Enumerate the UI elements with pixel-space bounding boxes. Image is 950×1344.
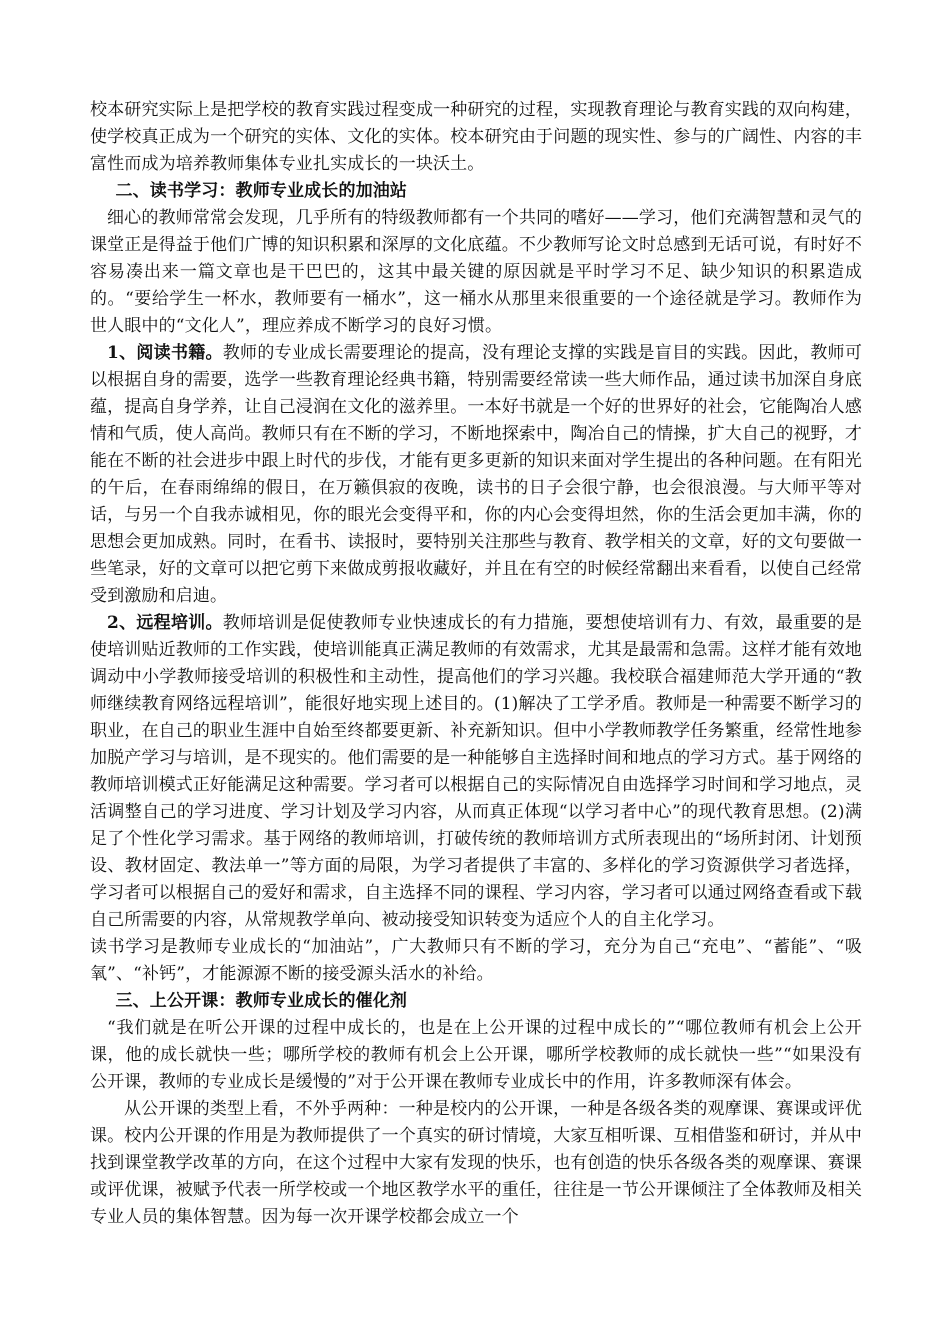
item-remote-training-lead: 2、远程培训。 bbox=[107, 613, 223, 633]
item-reading-books-lead: 1、阅读书籍。 bbox=[107, 343, 223, 363]
item-reading-books-body: 教师的专业成长需要理论的提高，没有理论支撑的实践是盲目的实践。因此，教师可以根据自身的需要，选学一些教育理论经典书籍，特别需要经常读一些大师作品，通过读书加深自身底蕴，提高自身学养，让自己浸润在文化的滋养里。一本好书就是一个好的世界好的社会，它能陶冶人感情和气质，使人高尚。教师只有在不断的学习，不断地探索中，陶冶自己的情操，扩大自己的视野，才能在不断的社会进步中跟上时代的步伐，才能有更多更新的知识来面对学生提出的各种问题。在有阳光的午后，在春雨绵绵的假日，在万籁俱寂的夜晚，读书的日子会很宁静，也会很浪漫。与大师平等对话，与另一个自我赤诚相见，你的眼光会变得平和，你的内心会变得坦然，你的生活会更加丰满，你的思想会更加成熟。同时，在看书、读报时，要特别关注那些与教育、教学相关的文章，好的文句要做一些笔录，好的文章可以把它剪下来做成剪报收藏好，并且在有空的时候经常翻出来看看，以使自己经常受到激励和启迪。 bbox=[90, 343, 862, 606]
item-reading-books bbox=[90, 340, 862, 610]
section-heading-reading: 二、读书学习：教师专业成长的加油站 bbox=[115, 181, 408, 201]
open-class-types-paragraph: 从公开课的类型上看，不外乎两种：一种是校内的公开课，一种是各级各类的观摩课、赛课或评优课。校内公开课的作用是为教师提供了一个真实的研讨情境，大家互相听课、互相借鉴和研讨，并从中找到课堂教学改革的方向，在这个过程中大家有发现的快乐，也有创造的快乐各级各类的观摩课、赛课或评优课，被赋予代表一所学校或一个地区教学水平的重任，往往是一节公开课倾注了全体教师及相关专业人员的集体智慧。因为每一次开课学校都会成立一个 bbox=[90, 1099, 862, 1227]
reading-summary-paragraph: 读书学习是教师专业成长的“加油站”，广大教师只有不断的学习，充分为自己“充电”、“蓄能”、“吸氧”、“补钙”，才能源源不断的接受源头活水的补给。 bbox=[90, 937, 862, 984]
open-class-quote-paragraph: “我们就是在听公开课的过程中成长的，也是在上公开课的过程中成长的”“哪位教师有机会上公开课，他的成长就快一些；哪所学校的教师有机会上公开课，哪所学校教师的成长就快一些”“如果没有公开课，教师的专业成长是缓慢的”对于公开课在教师专业成长中的作用，许多教师深有体会。 bbox=[90, 1018, 862, 1092]
reading-intro-paragraph: 细心的教师常常会发现，几乎所有的特级教师都有一个共同的嗜好——学习，他们充满智慧和灵气的课堂正是得益于他们广博的知识积累和深厚的文化底蕴。不少教师写论文时总感到无话可说，有时好不容易凑出来一篇文章也是干巴巴的，这其中最关键的原因就是平时学习不足、缺少知识的积累造成的。“要给学生一杯水，教师要有一桶水”，这一桶水从那里来很重要的一个途径就是学习。教师作为世人眼中的“文化人”，理应养成不断学习的良好习惯。 bbox=[90, 208, 862, 336]
section-heading-open-class: 三、上公开课：教师专业成长的催化剂 bbox=[115, 991, 408, 1011]
item-remote-training-body: 教师培训是促使教师专业快速成长的有力措施，要想使培训有力、有效，最重要的是使培训贴近教师的工作实践，使培训能真正满足教师的有效需求，尤其是最需和急需。这样才能有效地调动中小学教师接受培训的积极性和主动性，提高他们的学习兴趣。我校联合福建师范大学开通的“教师继续教育网络远程培训”，能很好地实现上述目的。(1)解决了工学矛盾。教师是一种需要不断学习的职业，在自己的职业生涯中自始至终都要更新、补充新知识。但中小学教师教学任务繁重，经常性地参加脱产学习与培训，是不现实的。他们需要的是一种能够自主选择时间和地点的学习方式。基于网络的教师培训模式正好能满足这种需要。学习者可以根据自己的实际情况自由选择学习时间和学习地点，灵活调整自己的学习进度、学习计划及学习内容，从而真正体现“以学习者中心”的现代教育思想。(2)满足了个性化学习需求。基于网络的教师培训，打破传统的教师培训方式所表现出的“场所封闭、计划预设、教材固定、教法单一”等方面的局限，为学习者提供了丰富的、多样化的学习资源供学习者选择，学习者可以根据自己的爱好和需求，自主选择不同的课程、学习内容，学习者可以通过网络查看或下载自己所需要的内容，从常规教学单向、被动接受知识转变为适应个人的自主化学习。 bbox=[90, 613, 862, 930]
document-page bbox=[90, 97, 862, 1231]
item-remote-training bbox=[90, 610, 862, 934]
intro-paragraph: 校本研究实际上是把学校的教育实践过程变成一种研究的过程，实现教育理论与教育实践的双向构建，使学校真正成为一个研究的实体、文化的实体。校本研究由于问题的现实性、参与的广阔性、内容的丰富性而成为培养教师集体专业扎实成长的一块沃土。 bbox=[90, 100, 862, 174]
